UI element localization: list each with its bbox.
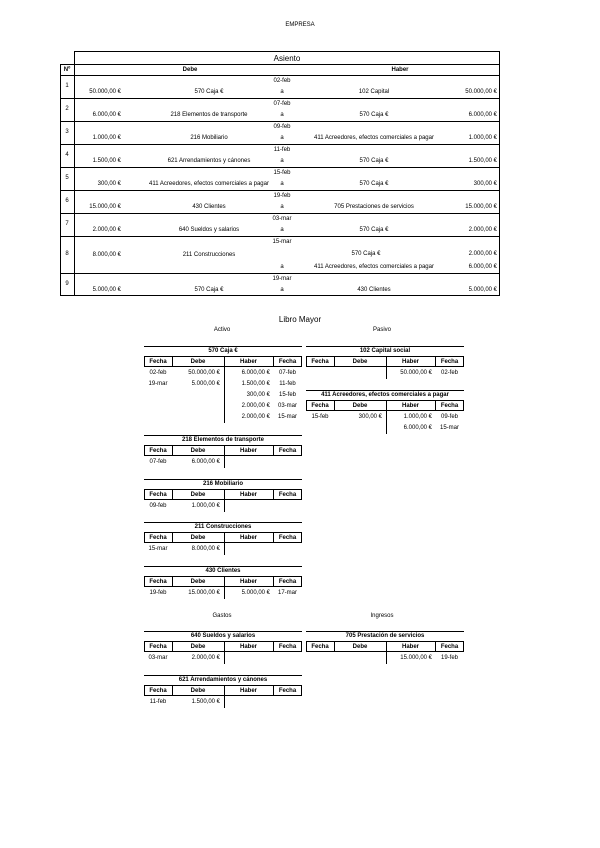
account-divider: [224, 543, 225, 555]
haber-account: 411 Acreedores, efectos comerciales a pagar: [314, 135, 434, 141]
entry-date: 07-feb: [273, 101, 291, 107]
journal-row: [60, 144, 500, 167]
debe-account: 218 Elementos de transporte: [170, 112, 248, 118]
account-header-fecha: Fecha: [440, 403, 459, 409]
entry-separator: a: [280, 287, 284, 293]
haber-account: 102 Capital: [358, 89, 390, 95]
account-header-fecha: Fecha: [278, 535, 297, 541]
account-header-fecha: Fecha: [149, 359, 167, 365]
activo-heading: Activo: [213, 327, 231, 333]
journal-table: [60, 51, 500, 296]
account-header-fecha: Fecha: [311, 644, 329, 650]
haber-date: 17-mar: [277, 590, 297, 596]
entry-number: 3: [65, 128, 69, 135]
haber-account: 570 Caja €: [359, 112, 389, 118]
account-title: 102 Capital social: [359, 348, 411, 354]
haber-amount: 1.500,00 €: [241, 381, 270, 387]
account-divider: [224, 652, 225, 664]
haber-account: 705 Prestaciones de servicios: [334, 204, 414, 210]
entry-number: 9: [65, 280, 69, 287]
debe-account: 570 Caja €: [194, 89, 224, 95]
entry-number: 4: [65, 151, 69, 158]
entry-date: 02-feb: [273, 78, 291, 84]
journal-row: [60, 213, 500, 236]
account-title: 570 Caja €: [208, 348, 238, 354]
account-header-fecha: Fecha: [149, 579, 167, 585]
debe-amount: 2.000,00 €: [191, 655, 220, 661]
account-header-haber: Haber: [401, 644, 419, 650]
account-header-haber: Haber: [401, 403, 419, 409]
account-header-haber: Haber: [239, 492, 257, 498]
debe-amount: 1.000,00 €: [191, 503, 220, 509]
debe-account: 411 Acreedores, efectos comerciales a pagar: [149, 181, 269, 187]
debe-amount: 5.000,00 €: [92, 287, 121, 293]
debe-date: 02-feb: [149, 370, 167, 376]
haber-amount: 50.000,00 €: [400, 370, 432, 376]
entry-separator: a: [280, 135, 284, 141]
debe-date: 15-feb: [311, 414, 329, 420]
account-header-fecha: Fecha: [311, 359, 329, 365]
entry-date: 15-feb: [273, 170, 291, 176]
debe-amount: 300,00 €: [97, 181, 121, 187]
account-header-debe: Debe: [190, 688, 206, 694]
entry-date: 15-mar: [272, 239, 292, 245]
haber-date: 11-feb: [279, 381, 296, 387]
account-divider: [224, 696, 225, 708]
account-header-fecha: Fecha: [278, 579, 297, 585]
haber-amount: 5.000,00 €: [468, 287, 497, 293]
haber-account: 430 Clientes: [357, 287, 391, 293]
haber-account: 570 Caja €: [359, 158, 389, 164]
debe-account: 430 Clientes: [192, 204, 226, 210]
debe-date: 11-feb: [149, 699, 167, 705]
debe-account: 570 Caja €: [194, 287, 224, 293]
account-header-fecha: Fecha: [149, 535, 167, 541]
haber-amount: 1.000,00 €: [468, 135, 497, 141]
haber-amount: 1.500,00 €: [468, 158, 497, 164]
haber-date: 15-mar: [277, 414, 297, 420]
haber-amount: 6.000,00 €: [468, 264, 497, 270]
account-title: 216 Mobiliario: [202, 481, 243, 487]
journal-header-debe: Debe: [182, 67, 198, 73]
haber-date: 15-mar: [439, 425, 459, 431]
entry-number: 6: [65, 197, 69, 204]
debe-date: 07-feb: [149, 459, 167, 465]
entry-separator: a: [280, 204, 284, 210]
debe-account: 211 Construcciones: [182, 251, 236, 258]
haber-amount: 2.000,00 €: [468, 251, 497, 257]
account-header-haber: Haber: [401, 359, 419, 365]
account-header-haber: Haber: [239, 644, 257, 650]
haber-date: 03-mar: [277, 403, 297, 409]
account-header-fecha: Fecha: [440, 644, 459, 650]
debe-amount: 50.000,00 €: [188, 370, 220, 376]
account-header-fecha: Fecha: [149, 688, 167, 694]
account-caja: [144, 346, 302, 446]
entry-separator: a: [280, 227, 284, 233]
pasivo-heading: Pasivo: [372, 327, 391, 333]
entry-separator: a: [280, 181, 284, 187]
gastos-heading: Gastos: [212, 613, 232, 619]
journal-row: [60, 273, 500, 296]
haber-amount: 2.000,00 €: [241, 403, 270, 409]
account-header-fecha: Fecha: [311, 403, 329, 409]
debe-amount: 15.000,00 €: [89, 204, 121, 210]
company-title: EMPRESA: [285, 22, 315, 28]
account-title: 621 Arrendamientos y cánones: [178, 677, 268, 683]
debe-amount: 1.000,00 €: [92, 135, 121, 141]
debe-date: 19-mar: [148, 381, 168, 387]
debe-amount: 1.500,00 €: [191, 699, 220, 705]
entry-number: 8: [65, 250, 69, 257]
account-header-debe: Debe: [190, 492, 206, 498]
journal-row: [60, 98, 500, 121]
haber-amount: 1.000,00 €: [403, 414, 432, 420]
entry-date: 03-mar: [272, 216, 292, 222]
journal-row: [60, 190, 500, 213]
haber-amount: 6.000,00 €: [241, 370, 270, 376]
entry-separator: a: [280, 264, 284, 270]
account-header-haber: Haber: [239, 448, 257, 454]
debe-amount: 50.000,00 €: [89, 89, 121, 95]
debe-amount: 6.000,00 €: [191, 459, 220, 465]
account-acreedores: [306, 390, 464, 490]
account-header-debe: Debe: [190, 535, 206, 541]
debe-amount: 5.000,00 €: [191, 381, 220, 387]
haber-date: 19-feb: [440, 655, 458, 661]
account-title: 640 Sueldos y salarios: [190, 633, 256, 639]
entry-date: 19-feb: [273, 193, 291, 199]
entry-separator: a: [280, 89, 284, 95]
account-header-debe: Debe: [190, 579, 206, 585]
journal-header-haber: Haber: [391, 67, 409, 73]
account-title: 430 Clientes: [205, 568, 241, 574]
haber-amount: 300,00 €: [246, 392, 270, 398]
account-title: 411 Acreedores, efectos comerciales a pagar: [321, 392, 449, 398]
entry-date: 19-mar: [272, 276, 292, 282]
haber-amount: 6.000,00 €: [403, 425, 432, 431]
haber-date: 07-feb: [278, 370, 296, 376]
haber-amount: 5.000,00 €: [241, 590, 270, 596]
account-header-fecha: Fecha: [278, 644, 297, 650]
account-header-fecha: Fecha: [278, 492, 297, 498]
entry-number: 5: [65, 174, 69, 181]
journal-row: [60, 167, 500, 190]
debe-amount: 8.000,00 €: [92, 251, 121, 258]
haber-amount: 6.000,00 €: [468, 112, 497, 118]
entry-number: 7: [65, 220, 69, 227]
haber-amount: 300,00 €: [473, 181, 497, 187]
entry-date: 09-feb: [273, 124, 291, 130]
account-header-haber: Haber: [239, 535, 257, 541]
account-header-fecha: Fecha: [149, 644, 167, 650]
account-header-haber: Haber: [239, 579, 257, 585]
account-header-debe: Debe: [352, 359, 368, 365]
haber-amount: 2.000,00 €: [468, 227, 497, 233]
journal-row: [60, 236, 500, 273]
haber-date: 09-feb: [440, 414, 458, 420]
ledger-title: Libro Mayor: [278, 315, 322, 324]
account-header-fecha: Fecha: [149, 448, 167, 454]
haber-amount: 15.000,00 €: [465, 204, 497, 210]
debe-amount: 2.000,00 €: [92, 227, 121, 233]
account-header-fecha: Fecha: [149, 492, 167, 498]
account-arrendamientos: [144, 675, 302, 775]
account-header-haber: Haber: [239, 688, 257, 694]
debe-amount: 6.000,00 €: [92, 112, 121, 118]
haber-amount: 15.000,00 €: [400, 655, 432, 661]
journal-row: [60, 121, 500, 144]
haber-account: 411 Acreedores, efectos comerciales a pagar: [314, 264, 434, 270]
debe-account: 640 Sueldos y salarios: [178, 227, 240, 233]
ingresos-heading: Ingresos: [370, 613, 394, 619]
journal-header-num: Nº: [63, 67, 71, 73]
account-header-fecha: Fecha: [440, 359, 459, 365]
journal-row: [60, 75, 500, 98]
debe-amount: 15.000,00 €: [188, 590, 220, 596]
account-prestacion: [306, 631, 464, 731]
account-header-debe: Debe: [352, 403, 368, 409]
account-header-debe: Debe: [190, 359, 206, 365]
account-header-fecha: Fecha: [278, 448, 297, 454]
account-header-debe: Debe: [190, 644, 206, 650]
entry-separator: a: [280, 112, 284, 118]
debe-date: 19-feb: [149, 590, 167, 596]
debe-account: 216 Mobiliario: [190, 135, 228, 141]
haber-account: 570 Caja €: [351, 251, 381, 257]
account-header-fecha: Fecha: [278, 359, 297, 365]
debe-date: 03-mar: [148, 655, 168, 661]
haber-account: 570 Caja €: [359, 181, 389, 187]
debe-account: 621 Arrendamientos y cánones: [167, 158, 251, 164]
entry-number: 2: [65, 105, 69, 112]
haber-date: 02-feb: [440, 370, 458, 376]
journal-title: Asiento: [273, 54, 301, 63]
haber-date: 15-feb: [278, 392, 296, 398]
account-header-debe: Debe: [190, 448, 206, 454]
entry-number: 1: [65, 82, 69, 89]
debe-amount: 1.500,00 €: [92, 158, 121, 164]
account-header-haber: Haber: [239, 359, 257, 365]
account-header-fecha: Fecha: [278, 688, 297, 694]
debe-date: 09-feb: [149, 503, 167, 509]
haber-account: 570 Caja €: [359, 227, 389, 233]
debe-date: 15-mar: [148, 546, 168, 552]
account-title: 705 Prestación de servicios: [345, 633, 425, 639]
entry-separator: a: [280, 158, 284, 164]
haber-amount: 50.000,00 €: [465, 89, 497, 95]
account-header-debe: Debe: [352, 644, 368, 650]
account-title: 218 Elementos de transporte: [181, 437, 265, 443]
account-title: 211 Construcciones: [194, 524, 252, 530]
debe-amount: 300,00 €: [358, 414, 382, 420]
account-divider: [224, 500, 225, 512]
haber-amount: 2.000,00 €: [241, 414, 270, 420]
account-divider: [224, 456, 225, 468]
entry-date: 11-feb: [273, 147, 291, 153]
debe-amount: 8.000,00 €: [191, 546, 220, 552]
